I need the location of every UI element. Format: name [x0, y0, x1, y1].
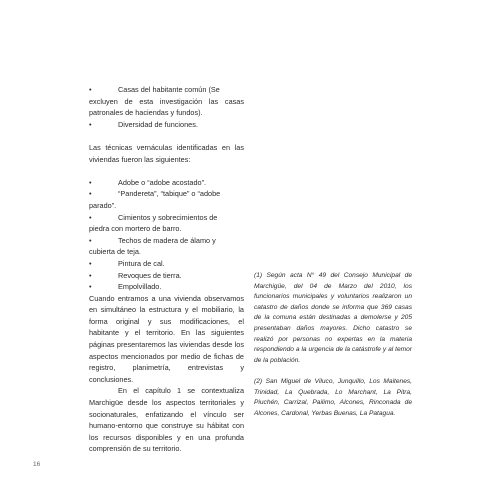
- criteria-bullet: [89, 119, 244, 131]
- bullet-text: Pintura de cal.: [118, 258, 165, 268]
- main-text-column: [89, 84, 244, 455]
- bullet-mark: •: [89, 258, 92, 268]
- bullet-text: Cimientos y sobrecimientos de: [118, 212, 218, 222]
- bullet-text: Adobe o “adobe acostado”.: [118, 177, 207, 187]
- technique-bullet: [89, 188, 244, 200]
- technique-bullet: [89, 270, 244, 282]
- bullet-text: Techos de madera de álamo y: [118, 235, 216, 245]
- footnote-1: (1) Según acta N° 49 del Consejo Municipal de Marchigüe, del 04 de Marzo del 2010, los funcionarios municipales y voluntarios realizaron un catastro de daños donde se informa que 369 casas de la comuna están destinadas a demolerse y 205 presentaban daños mayores. Dicho catastro se realizó por personas no expertas en la materia respondiendo a la urgencia de la catástrofe y al temor de la población.: [254, 272, 412, 364]
- footnotes-column: [254, 271, 412, 419]
- bullet-continuation: piedra con mortero de barro.: [89, 224, 182, 234]
- bullet-text: Revoques de tierra.: [118, 270, 182, 280]
- bullet-mark: •: [89, 235, 92, 245]
- page-number: 16: [33, 461, 41, 468]
- bullet-text: Diversidad de funciones.: [118, 119, 198, 129]
- bullet-text: “Pandereta”, “tabique” o “adobe: [118, 189, 221, 199]
- bullet-mark: •: [89, 212, 92, 222]
- bullet-mark: •: [89, 270, 92, 280]
- footnote-2: (2) San Miguel de Viluco, Junquillo, Los Maitenes, Trinidad, La Quebrada, Lo Marchant, La Pitra, Piuchén, Carrizal, Pailimo, Alcones, Rinconada de Alcones, Cardonal, Yerbas Buenas, La Patagua.: [254, 377, 412, 417]
- technique-bullet: [89, 258, 244, 270]
- bullet-text: Empolvillado.: [118, 282, 162, 292]
- technique-bullet: [89, 235, 244, 247]
- bullet-mark: •: [89, 282, 92, 292]
- criteria-bullet: [89, 84, 244, 96]
- techniques-intro: Las técnicas vernáculas identificadas en las viviendas fueron las siguientes:: [89, 142, 244, 164]
- bullet-mark: •: [89, 177, 92, 187]
- bullet-mark: •: [89, 85, 92, 94]
- bullet-continuation: parado”.: [89, 200, 117, 210]
- body-paragraph: En el capítulo 1 se contextualiza Marchigüe desde los aspectos territoriales y socionaturales, enfatizando el vínculo ser humano-entorno que construye su hábitat con los recursos disponibles y en una profunda comprensión de su territorio.: [89, 386, 244, 454]
- bullet-continuation: excluyen de esta investigación las casas patronales de haciendas y fundos).: [89, 96, 244, 118]
- bullet-mark: •: [89, 189, 92, 199]
- bullet-continuation: cubierta de teja.: [89, 247, 141, 257]
- technique-bullet: [89, 281, 244, 293]
- technique-bullet: [89, 212, 244, 224]
- bullet-mark: •: [89, 119, 92, 129]
- technique-bullet: [89, 177, 244, 189]
- bullet-text: Casas del habitante común (Se: [118, 85, 220, 94]
- body-paragraph: Cuando entramos a una vivienda observamos en simultáneo la estructura y el mobiliario, la forma original y sus modificaciones, el habitante y el territorio. En las siguientes páginas presentaremos las viviendas desde los aspectos mencionados por medio de fichas de registro, planimetría, entrevistas y conclusiones.: [89, 293, 244, 384]
